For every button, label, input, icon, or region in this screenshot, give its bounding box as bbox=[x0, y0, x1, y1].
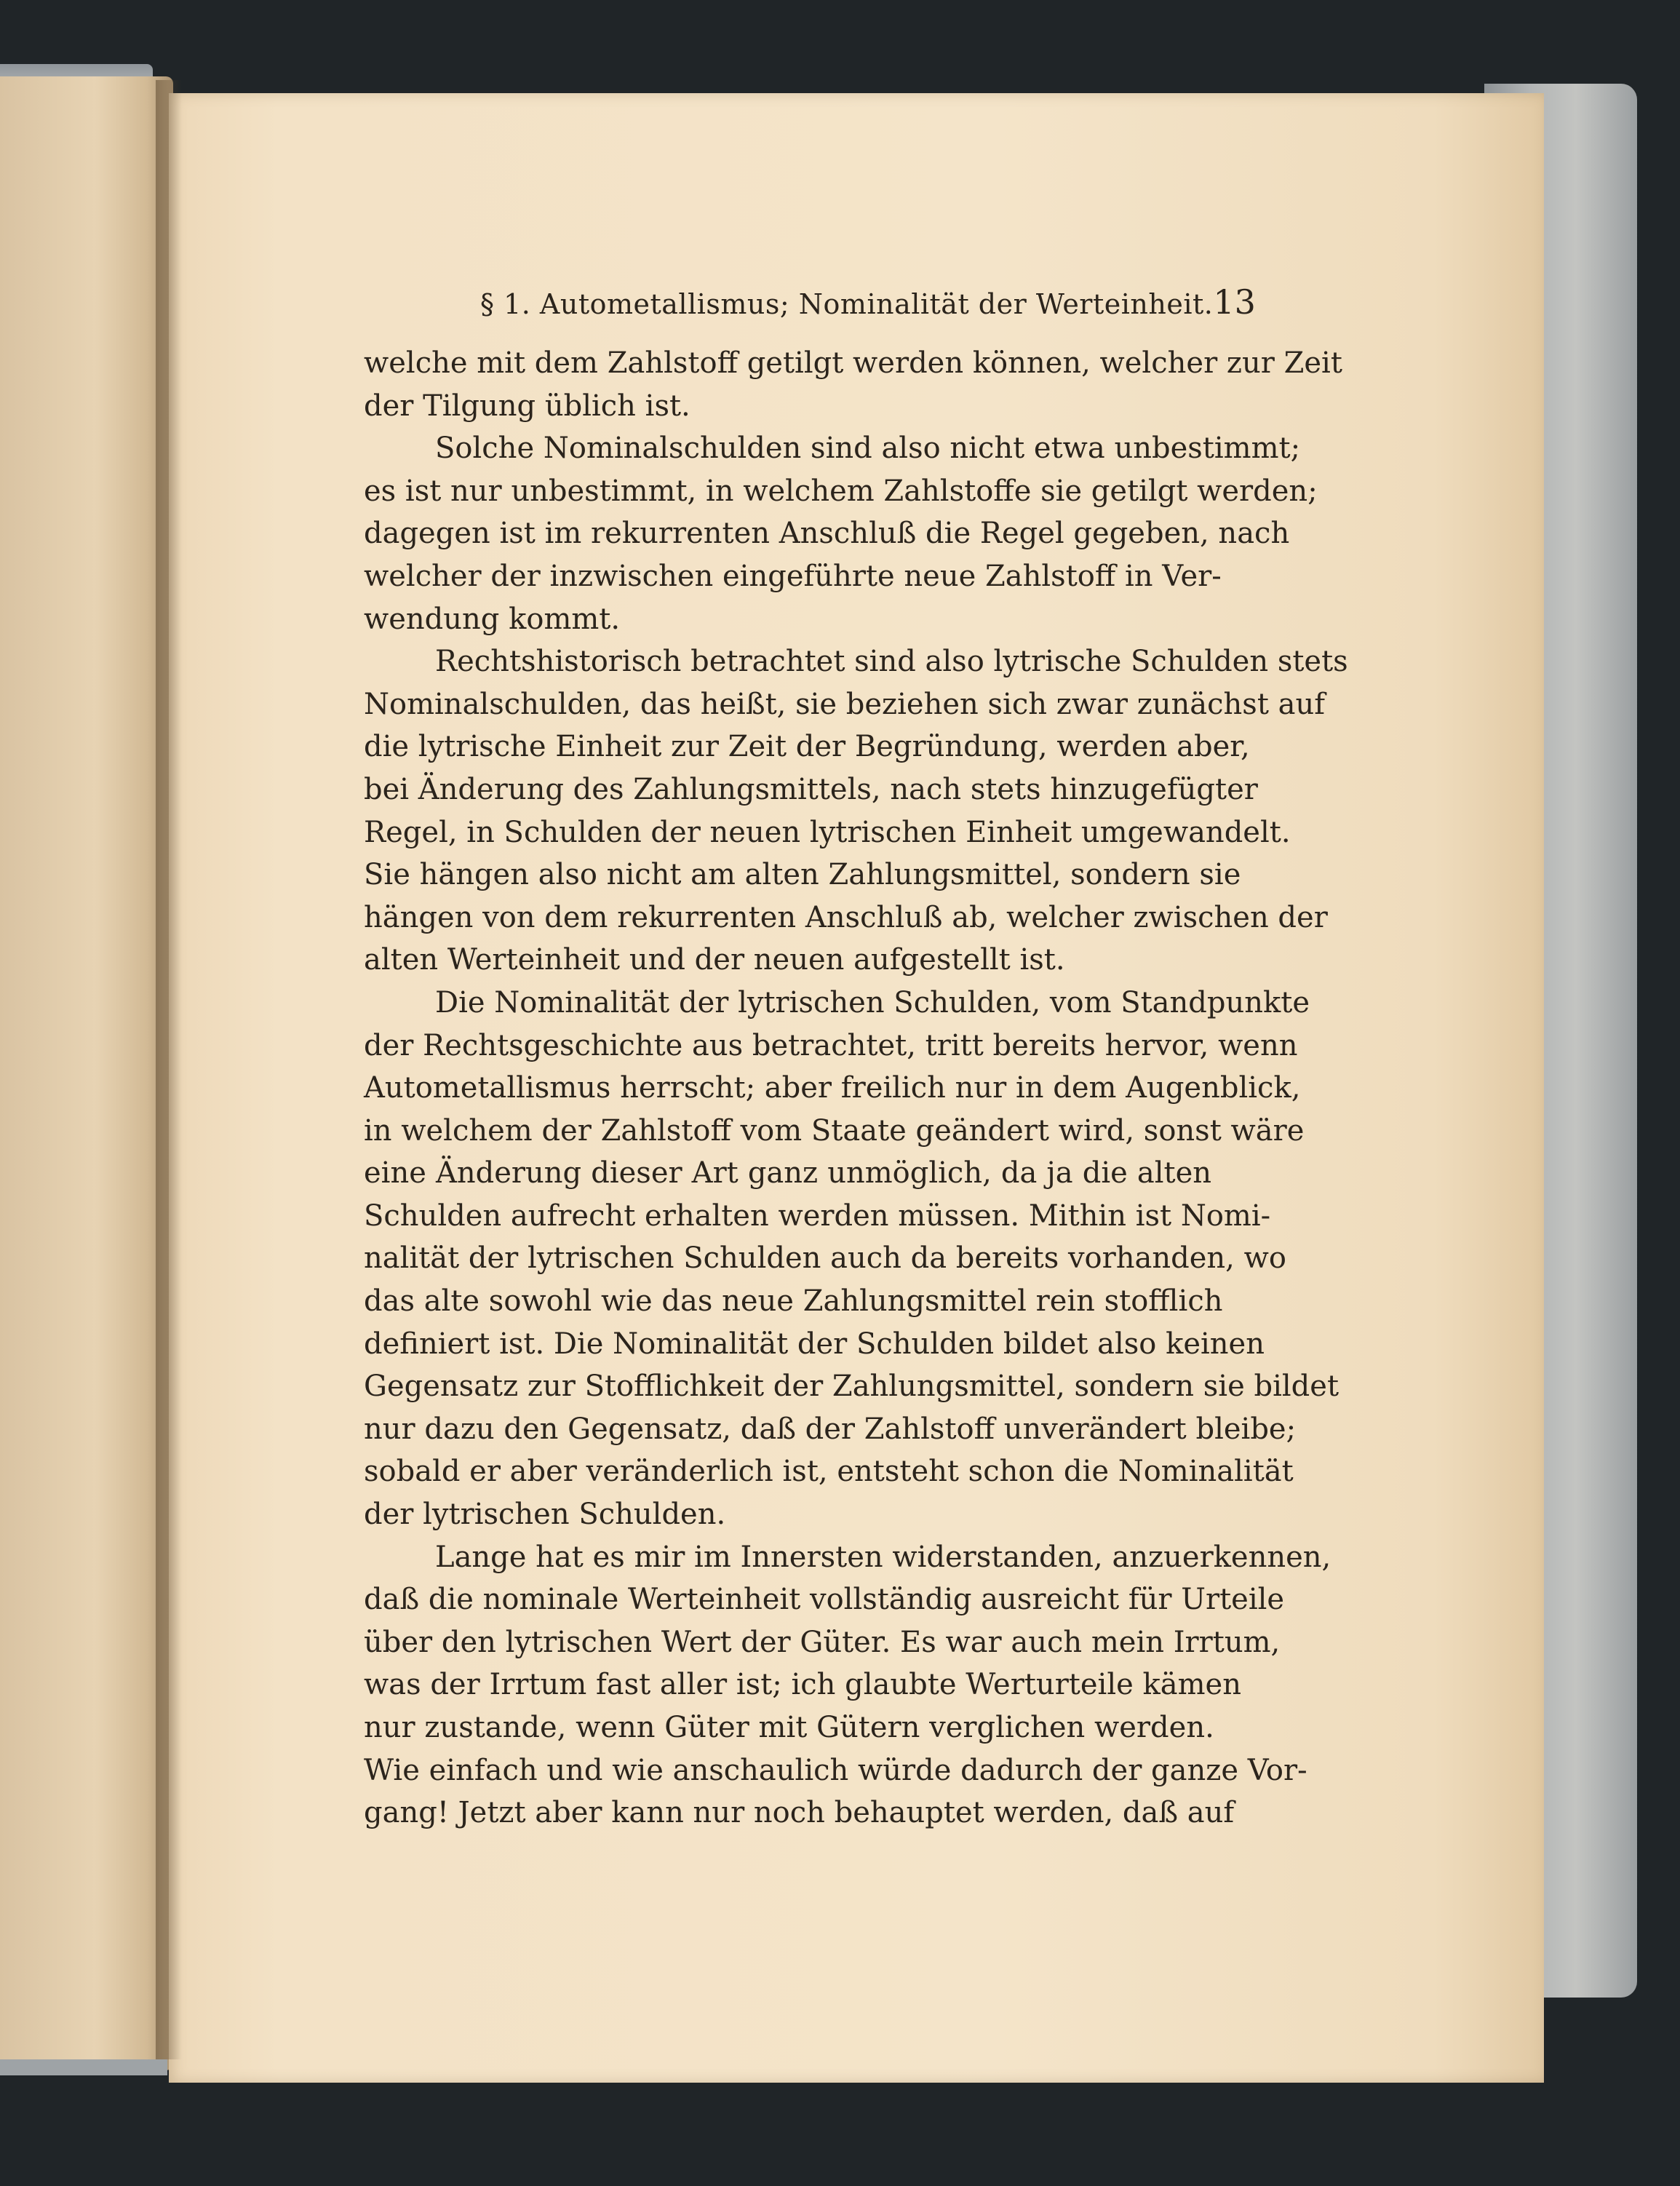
text-line: Schulden aufrecht erhalten werden müssen. Mithin ist Nomi- bbox=[364, 1199, 1271, 1233]
page-number: 13 bbox=[1213, 282, 1256, 322]
text-line: Gegensatz zur Stofflichkeit der Zahlungsmittel, sondern sie bildet bbox=[364, 1370, 1339, 1404]
gutter-shadow bbox=[156, 80, 182, 2059]
text-line: eine Änderung dieser Art ganz unmöglich, da ja die alten bbox=[364, 1156, 1211, 1191]
text-line: bei Änderung des Zahlungsmittels, nach stets hinzugefügter bbox=[364, 772, 1258, 806]
text-line: was der Irrtum fast aller ist; ich glaubte Werturteile kämen bbox=[364, 1668, 1241, 1702]
previous-page-edge bbox=[0, 76, 173, 2070]
text-line: Nominalschulden, das heißt, sie beziehen sich zwar zunächst auf bbox=[364, 687, 1326, 721]
text-line: über den lytrischen Wert der Güter. Es war auch mein Irrtum, bbox=[364, 1625, 1281, 1659]
running-head bbox=[480, 282, 1256, 329]
text-line: die lytrische Einheit zur Zeit der Begründung, werden aber, bbox=[364, 730, 1250, 764]
text-line: Rechtshistorisch betrachtet sind also lytrische Schulden stets bbox=[435, 645, 1348, 679]
text-line: Sie hängen also nicht am alten Zahlungsmittel, sondern sie bbox=[364, 858, 1241, 892]
text-line: nur zustande, wenn Güter mit Gütern verglichen werden. bbox=[364, 1711, 1214, 1744]
text-line: gang! Jetzt aber kann nur noch behauptet werden, daß auf bbox=[364, 1796, 1235, 1830]
text-line: Die Nominalität der lytrischen Schulden, vom Standpunkte bbox=[435, 985, 1310, 1020]
text-line: welche mit dem Zahlstoff getilgt werden können, welcher zur Zeit bbox=[364, 346, 1342, 380]
text-line: der lytrischen Schulden. bbox=[364, 1498, 726, 1532]
left-book-cover-bottom bbox=[0, 2059, 167, 2075]
text-line: Solche Nominalschulden sind also nicht etwa unbestimmt; bbox=[435, 432, 1301, 466]
text-line: nur dazu den Gegensatz, daß der Zahlstoff unverändert bleibe; bbox=[364, 1412, 1297, 1446]
text-line: Lange hat es mir im Innersten widerstanden, anzuerkennen, bbox=[435, 1540, 1331, 1574]
text-line: in welchem der Zahlstoff vom Staate geändert wird, sonst wäre bbox=[364, 1113, 1305, 1148]
body-text bbox=[364, 342, 1348, 1835]
text-line: daß die nominale Werteinheit vollständig ausreicht für Urteile bbox=[364, 1583, 1285, 1617]
text-line: sobald er aber veränderlich ist, entsteht schon die Nominalität bbox=[364, 1455, 1294, 1489]
text-line: definiert ist. Die Nominalität der Schulden bildet also keinen bbox=[364, 1327, 1265, 1361]
text-line: hängen von dem rekurrenten Anschluß ab, welcher zwischen der bbox=[364, 900, 1328, 934]
running-title: § 1. Autometallismus; Nominalität der Werteinheit. bbox=[480, 288, 1214, 320]
text-line: dagegen ist im rekurrenten Anschluß die Regel gegeben, nach bbox=[364, 517, 1290, 551]
text-line: alten Werteinheit und der neuen aufgestellt ist. bbox=[364, 943, 1065, 977]
text-line: Autometallismus herrscht; aber freilich nur in dem Augenblick, bbox=[364, 1071, 1301, 1105]
text-line: nalität der lytrischen Schulden auch da bereits vorhanden, wo bbox=[364, 1241, 1286, 1276]
text-line: wendung kommt. bbox=[364, 602, 621, 636]
text-line: welcher der inzwischen eingeführte neue Zahlstoff in Ver- bbox=[364, 559, 1222, 593]
text-line: der Tilgung üblich ist. bbox=[364, 389, 690, 423]
text-line: Regel, in Schulden der neuen lytrischen Einheit umgewandelt. bbox=[364, 815, 1291, 849]
text-line: der Rechtsgeschichte aus betrachtet, tritt bereits hervor, wenn bbox=[364, 1028, 1298, 1062]
text-line: das alte sowohl wie das neue Zahlungsmittel rein stofflich bbox=[364, 1284, 1223, 1319]
text-line: Wie einfach und wie anschaulich würde dadurch der ganze Vor- bbox=[364, 1753, 1307, 1787]
text-line: es ist nur unbestimmt, in welchem Zahlstoffe sie getilgt werden; bbox=[364, 474, 1318, 508]
